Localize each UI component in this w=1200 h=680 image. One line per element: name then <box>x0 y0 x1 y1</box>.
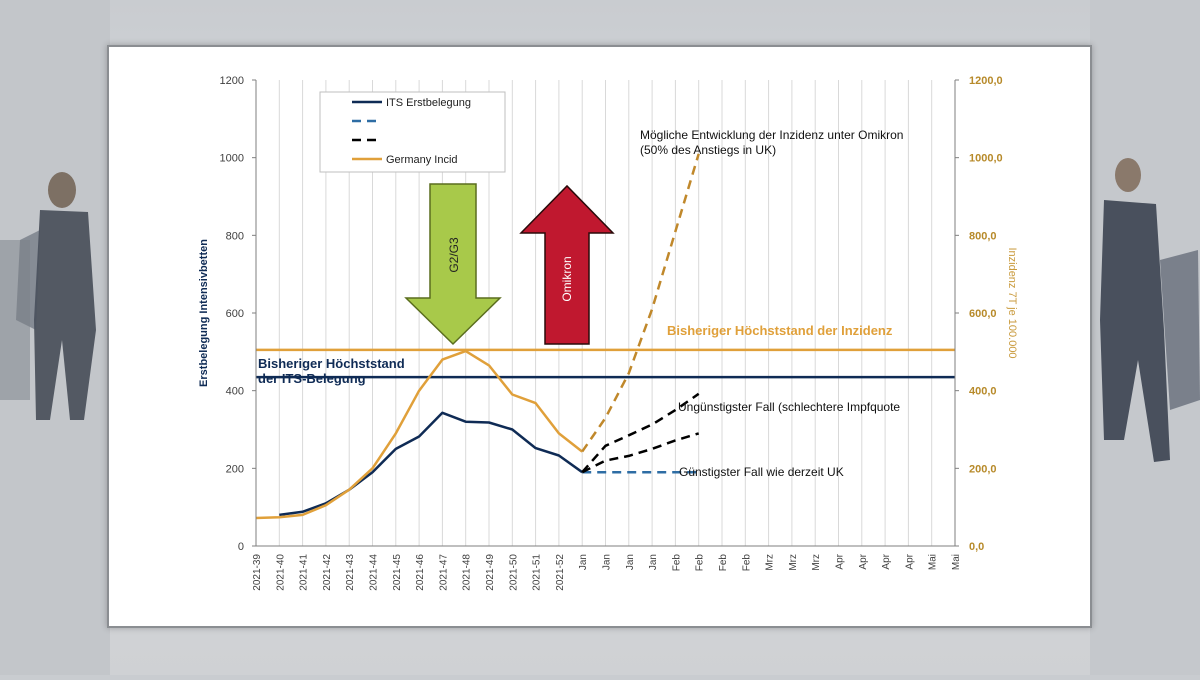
background-right-photo <box>1090 0 1200 675</box>
x-tick-label: 2021-39 <box>252 554 263 591</box>
background-left-photo <box>0 0 110 675</box>
x-tick-label: Mrz <box>811 554 823 571</box>
chart-panel <box>107 45 1092 628</box>
x-tick-label: 2021-45 <box>391 554 403 591</box>
reference-label-its: Bisheriger Höchststand <box>258 356 405 372</box>
x-tick-label: Jan <box>648 554 660 571</box>
x-tick-label: 2021-46 <box>415 554 427 591</box>
series-lines <box>256 154 699 518</box>
y-tick-label: 800 <box>225 230 244 243</box>
x-tick-label: Mrz <box>787 554 799 571</box>
arrow-label-omikron: Omikron <box>560 256 574 302</box>
y-tick-label: 600 <box>225 308 244 320</box>
reference-label-incidence: Bisheriger Höchststand der Inzidenz <box>667 322 893 338</box>
x-tick-label: Jan <box>624 554 636 571</box>
x-tick-label: 2021-42 <box>321 554 333 591</box>
x-tick-label: Feb <box>694 554 706 572</box>
arrow-label-g2g3: G2/G3 <box>447 237 461 273</box>
y-tick-label: 0 <box>237 541 244 553</box>
y2-tick-label: 600,0 <box>969 308 997 320</box>
y-tick-label: 1000 <box>219 152 244 165</box>
chart-svg <box>109 47 1090 626</box>
x-tick-label: 2021-43 <box>345 554 357 591</box>
y2-tick-label: 800,0 <box>969 230 997 243</box>
legend-label: Germany Incid <box>386 154 458 166</box>
x-tick-label: 2021-41 <box>298 554 310 591</box>
y2-tick-label: 200,0 <box>969 463 997 476</box>
x-tick-label: 2021-51 <box>531 554 543 591</box>
annotation-omikron: (50% des Anstiegs in UK) <box>640 143 777 157</box>
x-tick-label: 2021-40 <box>275 554 287 591</box>
x-tick-label: 2021-52 <box>554 554 566 591</box>
x-tick-label: Feb <box>671 554 683 572</box>
y2-tick-label: 400,0 <box>969 385 997 398</box>
x-tick-label: 2021-47 <box>438 554 450 591</box>
y-axis-title: Erstbelegung Intensivbetten <box>198 239 210 387</box>
x-tick-label: Apr <box>904 554 916 570</box>
x-tick-label: 2021-50 <box>508 554 520 591</box>
x-tick-label: Mrz <box>764 554 776 571</box>
x-tick-label: Mai <box>951 554 962 571</box>
y2-axis-title: Inzidenz 7T je 100.000 <box>1006 247 1018 359</box>
annotation-best-case: Günstigster Fall wie derzeit UK <box>679 465 844 479</box>
y-tick-label: 400 <box>225 385 244 398</box>
x-tick-label: 2021-44 <box>368 554 380 591</box>
annotation-worst-case: Ungünstigster Fall (schlechtere Impfquote <box>678 400 901 414</box>
reference-label-its: der ITS-Belegung <box>258 371 366 387</box>
arrows <box>406 184 613 344</box>
annotation-omikron: Mögliche Entwicklung der Inzidenz unter Omikron <box>640 128 904 142</box>
x-tick-label: Apr <box>881 554 893 570</box>
x-tick-label: Jan <box>601 554 613 571</box>
legend <box>320 92 505 172</box>
y2-tick-label: 0,0 <box>969 541 985 553</box>
x-tick-label: Mai <box>927 554 939 571</box>
x-tick-label: Feb <box>718 554 729 572</box>
x-tick-label: Apr <box>834 554 846 570</box>
x-tick-label: Apr <box>857 554 869 570</box>
y-tick-label: 1200 <box>219 75 244 87</box>
x-tick-label: 2021-48 <box>461 554 473 591</box>
y-tick-label: 200 <box>225 463 244 476</box>
x-tick-label: Feb <box>741 554 753 572</box>
x-tick-label: 2021-49 <box>485 554 496 591</box>
legend-label: ITS Erstbelegung <box>386 97 471 109</box>
series-its-erstbelegung <box>279 413 582 515</box>
x-tick-label: Jan <box>578 554 590 571</box>
y2-tick-label: 1200,0 <box>969 75 1003 87</box>
y2-tick-label: 1000,0 <box>969 152 1003 165</box>
